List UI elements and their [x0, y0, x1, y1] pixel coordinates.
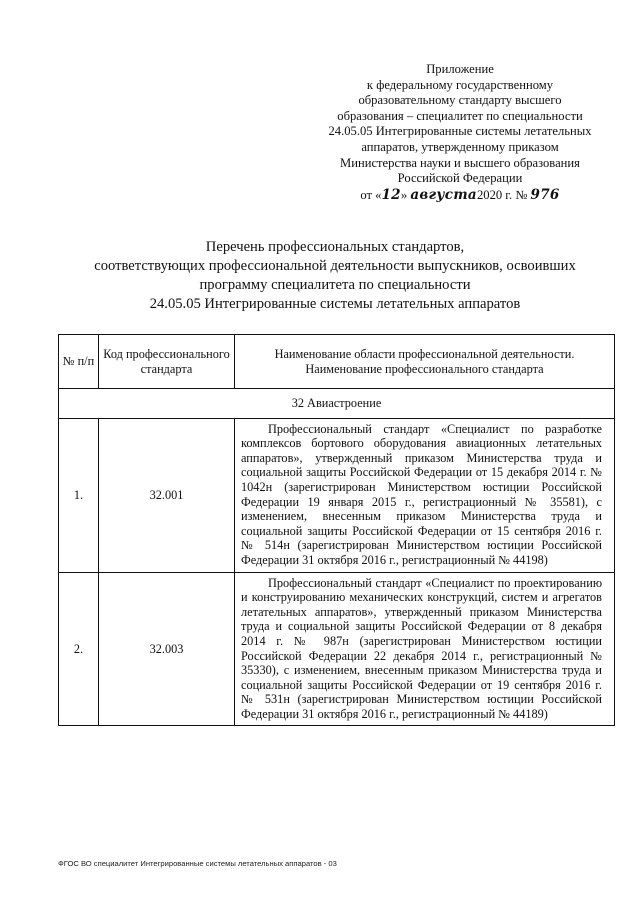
page-footer: ФГОС ВО специалитет Интегрированные системы летательных аппаратов - 03: [58, 859, 337, 868]
order-month-handwritten: августа: [410, 186, 477, 203]
appendix-line: Российской Федерации: [397, 171, 523, 186]
table-row: [59, 572, 615, 726]
header-num: № п/п: [59, 335, 99, 389]
row-code: 32.001: [99, 418, 235, 572]
row-standard-text: Профессиональный стандарт «Специалист по разработке комплексов бортового оборудования авиационных летательных аппаратов», утвержденный приказом Министерства труда и социальной защиты Российской Федерации от 15 декабря 2014 г. № 1042н (зарегистрирован Министерством юстиции Российской Федерации 19 января 2015 г., регистрационный № 35581), с изменением, внесенным приказом Министерства труда и социальной защиты Российской Федерации от 15 сентября 2016 г. № 514н (зарегистрирован Министерством юстиции Российской Федерации 31 октября 2016 г., регистрационный № 44198): [235, 418, 615, 572]
order-day-handwritten: 12: [381, 186, 401, 203]
header-name: Наименование области профессиональной деятельности. Наименование профессионального стандарта: [235, 335, 615, 389]
table-header-row: [59, 335, 615, 389]
row-code: 32.003: [99, 572, 235, 726]
appendix-line: образования – специалитет по специальности: [337, 108, 583, 123]
row-num: 2.: [59, 572, 99, 726]
order-mid: »: [400, 187, 411, 202]
row-num: 1.: [59, 418, 99, 572]
order-year: 2020 г. №: [476, 187, 531, 202]
appendix-line: к федеральному государственному: [366, 77, 554, 92]
header-code: Код профессионального стандарта: [99, 335, 235, 389]
group-row: [59, 389, 615, 419]
row-standard-text: Профессиональный стандарт «Специалист по проектированию и конструированию механических конструкций, систем и агрегатов летательных аппаратов», утвержденный приказом Министерства труда и социальной защиты Российской Федерации от 8 декабря 2014 г. № 987н (зарегистрирован Министерством юстиции Российской Федерации 22 декабря 2014 г., регистрационный № 35330), с изменением, внесенным приказом Министерства труда и социальной защиты Российской Федерации от 19 сентября 2016 г. № 531н (зарегистрирован Министерством юстиции Российской Федерации 31 октября 2016 г., регистрационный № 44189): [235, 572, 615, 726]
appendix-line: Приложение: [426, 62, 494, 76]
table-row: [59, 418, 615, 572]
group-title: 32 Авиастроение: [59, 389, 615, 419]
title-line: 24.05.05 Интегрированные системы летательных аппаратов: [149, 296, 521, 312]
order-date-line: [300, 188, 620, 204]
document-title: [40, 238, 630, 314]
appendix-line: образовательному стандарту высшего: [358, 93, 562, 108]
appendix-line: Министерства науки и высшего образования: [340, 155, 580, 170]
appendix-header: [300, 62, 620, 203]
title-line: Перечень профессиональных стандартов,: [205, 239, 465, 255]
title-line: программу специалитета по специальности: [199, 277, 471, 293]
appendix-line: 24.05.05 Интегрированные системы летательных: [328, 124, 592, 139]
standards-table: [58, 334, 615, 726]
order-prefix: от «: [360, 187, 382, 202]
title-line: соответствующих профессиональной деятельности выпускников, освоивших: [94, 258, 576, 274]
order-number-handwritten: 976: [530, 186, 560, 203]
appendix-line: аппаратов, утвержденному приказом: [361, 139, 559, 154]
